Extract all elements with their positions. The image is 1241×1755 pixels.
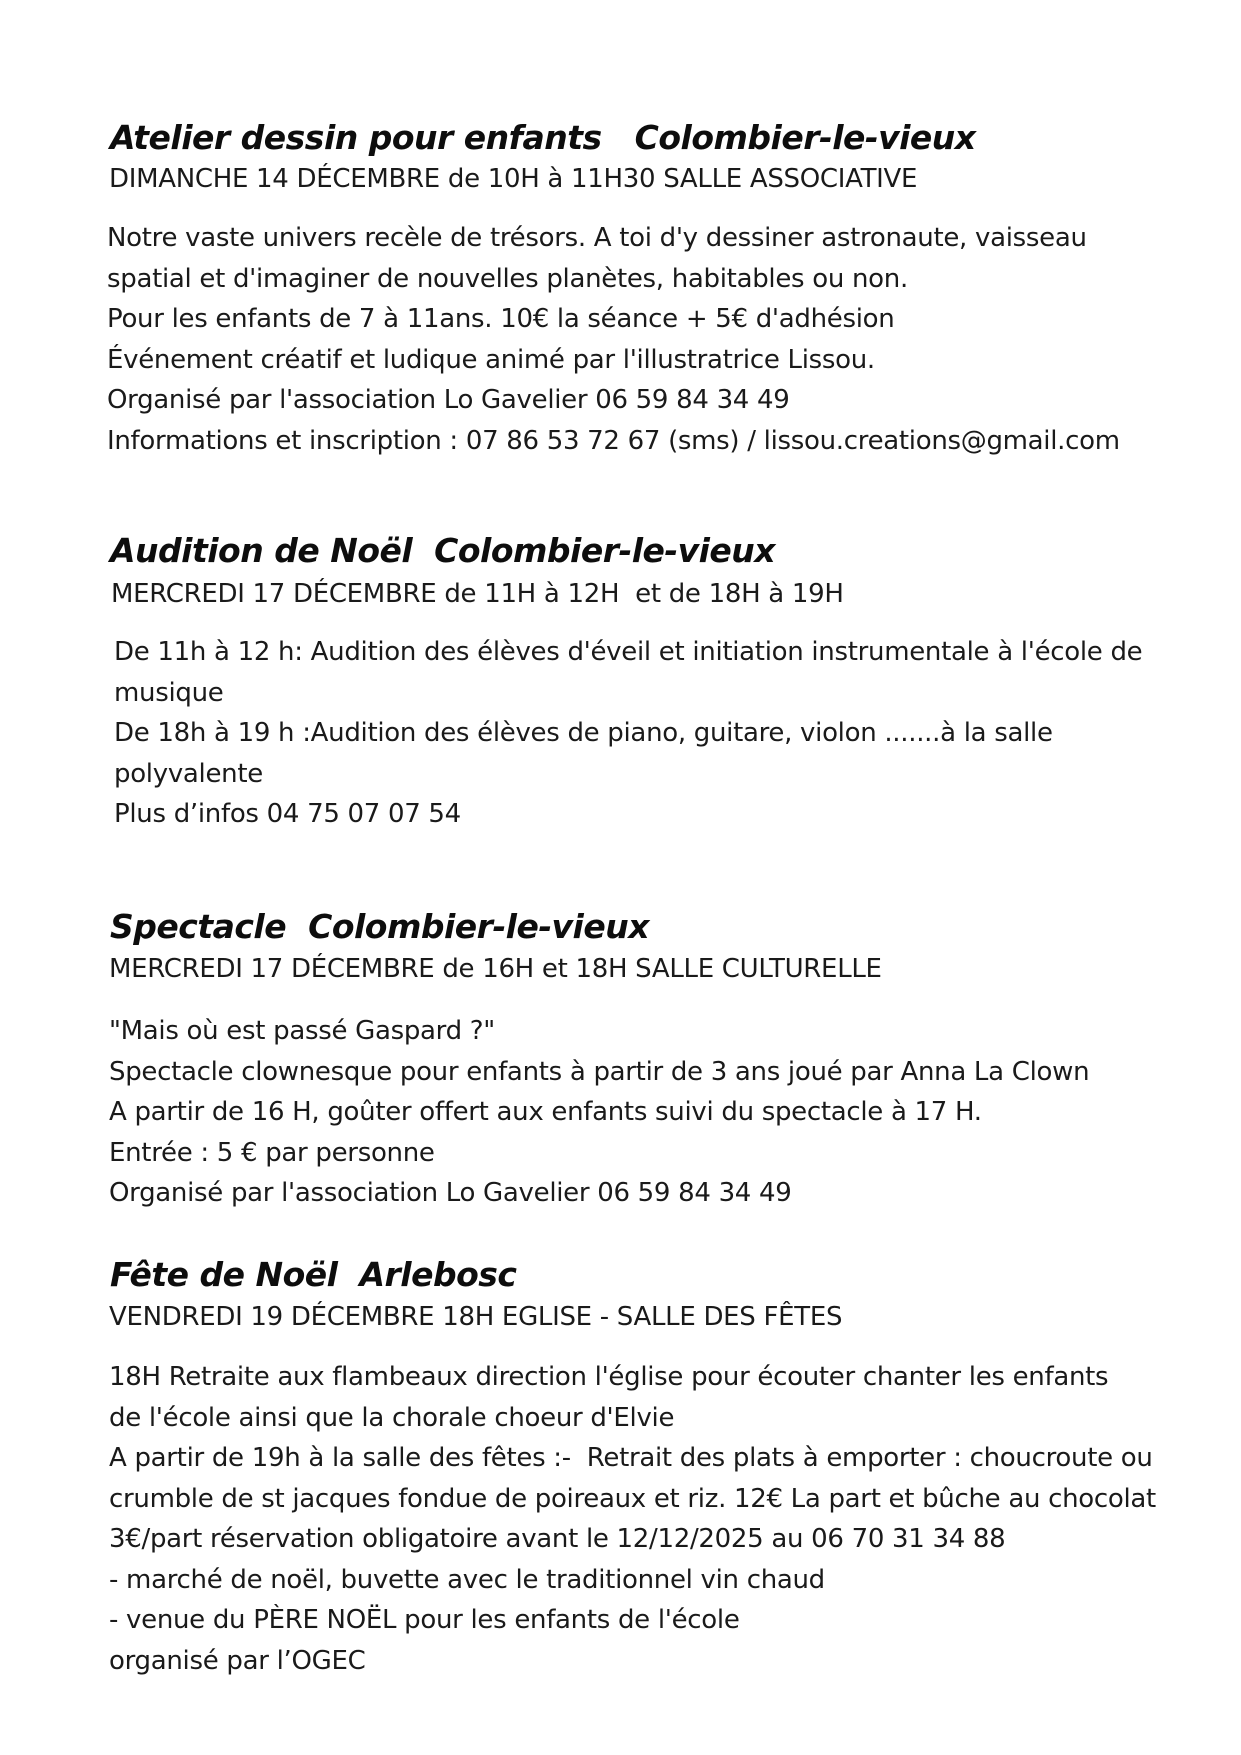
description-line: 3€/part réservation obligatoire avant le 12/12/2025 au 06 70 31 34 88 (109, 1524, 1006, 1554)
event-description (109, 1011, 1089, 1214)
description-line: "Mais où est passé Gaspard ?" (109, 1016, 495, 1046)
event-date: MERCREDI 17 DÉCEMBRE de 16H et 18H SALLE CULTURELLE (109, 954, 882, 984)
event-date: DIMANCHE 14 DÉCEMBRE de 10H à 11H30 SALLE ASSOCIATIVE (109, 164, 918, 194)
description-line: Informations et inscription : 07 86 53 72 67 (sms) / lissou.creations@gmail.com (107, 425, 1120, 456)
description-line: de l'école ainsi que la chorale choeur d'Elvie (109, 1402, 675, 1433)
event-title: Atelier dessin pour enfants Colombier-le-vieux (110, 118, 976, 157)
description-line: Événement créatif et ludique animé par l'illustratrice Lissou. (107, 344, 875, 375)
description-line: Entrée : 5 € par personne (109, 1137, 435, 1168)
description-line: Pour les enfants de 7 à 11ans. 10€ la séance + 5€ d'adhésion (107, 304, 895, 334)
description-line: Spectacle clownesque pour enfants à partir de 3 ans joué par Anna La Clown (109, 1056, 1090, 1087)
event-title: Fête de Noël Arlebosc (110, 1255, 517, 1294)
event-date: MERCREDI 17 DÉCEMBRE de 11H à 12H et de 18H à 19H (111, 579, 844, 609)
event-description (114, 632, 1142, 835)
description-line: De 18h à 19 h :Audition des élèves de piano, guitare, violon .......à la salle (114, 718, 1053, 748)
description-line: 18H Retraite aux flambeaux direction l'église pour écouter chanter les enfants (109, 1362, 1109, 1392)
event-date: VENDREDI 19 DÉCEMBRE 18H EGLISE - SALLE DES FÊTES (109, 1302, 843, 1332)
description-line: musique (114, 677, 224, 708)
event-title: Audition de Noël Colombier-le-vieux (110, 531, 776, 570)
description-line: A partir de 19h à la salle des fêtes :- Retrait des plats à emporter : choucroute ou (109, 1443, 1153, 1473)
description-line: A partir de 16 H, goûter offert aux enfants suivi du spectacle à 17 H. (109, 1097, 982, 1127)
description-line: Plus d’infos 04 75 07 07 54 (114, 799, 461, 829)
description-line: spatial et d'imaginer de nouvelles planètes, habitables ou non. (107, 263, 908, 294)
description-line: De 11h à 12 h: Audition des élèves d'éveil et initiation instrumentale à l'école de (114, 637, 1143, 667)
description-line: polyvalente (114, 758, 263, 789)
description-line: Organisé par l'association Lo Gavelier 06 59 84 34 49 (109, 1178, 792, 1208)
event-title: Spectacle Colombier-le-vieux (110, 907, 650, 946)
description-line: crumble de st jacques fondue de poireaux et riz. 12€ La part et bûche au chocolat (109, 1483, 1156, 1514)
event-description (107, 218, 1120, 461)
description-line: - venue du PÈRE NOËL pour les enfants de l'école (109, 1605, 740, 1635)
description-line: - marché de noël, buvette avec le traditionnel vin chaud (109, 1564, 825, 1595)
description-line: Organisé par l'association Lo Gavelier 06 59 84 34 49 (107, 385, 790, 415)
description-line: Notre vaste univers recèle de trésors. A toi d'y dessiner astronaute, vaisseau (107, 223, 1087, 253)
event-description (109, 1357, 1156, 1681)
description-line: organisé par l’OGEC (109, 1645, 366, 1676)
